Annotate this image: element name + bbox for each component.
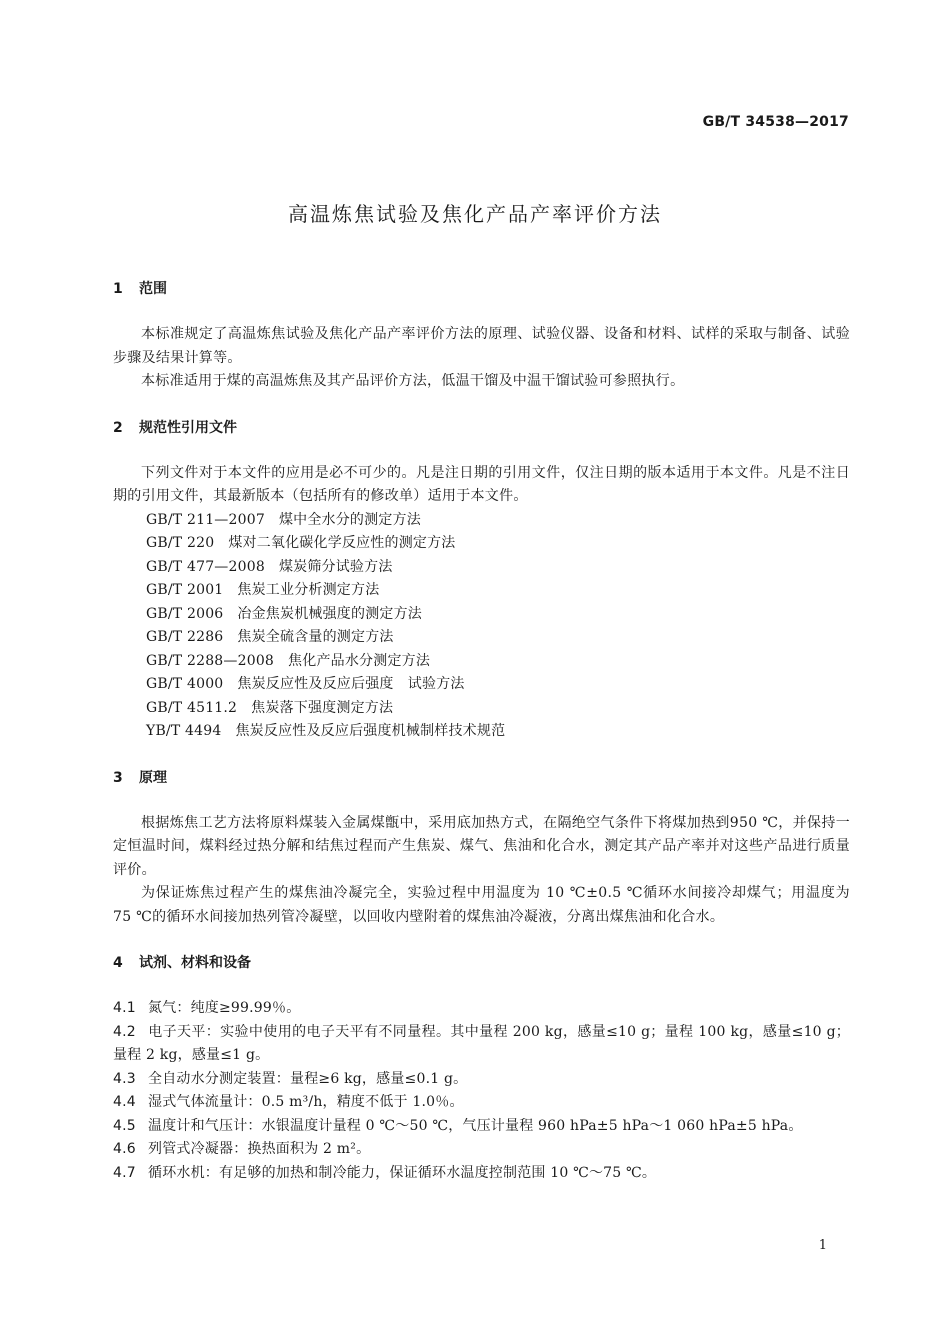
reference-name: 焦炭反应性及反应后强度机械制样技术规范	[235, 723, 506, 739]
paragraph: 为保证炼焦过程产生的煤焦油冷凝完全，实验过程中用温度为 10 ℃±0.5 ℃循环水间接冷却煤气；用温度为 75 ℃的循环水间接加热列管冷凝壁，以回收内壁附着的煤焦油冷凝液，分离出煤焦油和化合水。	[113, 885, 850, 925]
reference-name: 冶金焦炭机械强度的测定方法	[237, 605, 423, 622]
reference-code: GB/T 2286	[146, 629, 224, 645]
item-text: 列管式冷凝器：换热面积为 2 m²。	[148, 1141, 371, 1157]
reference-name: 煤对二氧化碳化学反应性的测定方法	[228, 535, 456, 551]
paragraph: 下列文件对于本文件的应用是必不可少的。凡是注日期的引用文件，仅注日期的版本适用于本文件。凡是不注日期的引用文件，其最新版本（包括所有的修改单）适用于本文件。	[113, 464, 850, 504]
item-text: 湿式气体流量计：0.5 m³/h，精度不低于 1.0％。	[148, 1094, 464, 1110]
document-body	[113, 278, 850, 1185]
reference-item	[113, 603, 850, 627]
reference-name: 煤中全水分的测定方法	[278, 511, 421, 528]
section-3-heading	[113, 767, 850, 790]
paragraph: 本标准适用于煤的高温炼焦及其产品评价方法，低温干馏及中温干馏试验可参照执行。	[141, 373, 685, 389]
reference-item	[113, 650, 850, 674]
item-text: 氮气：纯度≥99.99％。	[148, 1000, 301, 1016]
section-number: 1	[113, 281, 123, 297]
reference-item	[113, 697, 850, 721]
reference-name: 焦化产品水分测定方法	[288, 652, 431, 669]
section-1-heading	[113, 278, 850, 301]
reference-code: GB/T 2006	[146, 605, 224, 622]
equipment-list	[113, 997, 850, 1185]
item-text: 电子天平：实验中使用的电子天平有不同量程。其中量程 200 kg，感量≤10 g；量程 100 kg，感量≤10 g；量程 2 kg，感量≤1 g。	[113, 1023, 850, 1063]
item-number: 4.2	[113, 1023, 136, 1040]
section-number: 3	[113, 769, 123, 786]
reference-item	[113, 626, 850, 650]
list-item	[113, 1115, 850, 1139]
reference-name: 焦炭工业分析测定方法	[237, 582, 380, 598]
reference-item	[113, 509, 850, 533]
item-number: 4.7	[113, 1164, 136, 1181]
section-title: 试剂、材料和设备	[139, 955, 251, 971]
reference-item	[113, 579, 850, 603]
item-number: 4.3	[113, 1070, 136, 1087]
section-number: 4	[113, 955, 123, 971]
reference-item	[113, 720, 850, 744]
item-number: 4.4	[113, 1094, 136, 1110]
reference-item	[113, 556, 850, 580]
reference-code: GB/T 477—2008	[146, 558, 265, 575]
paragraph: 本标准规定了高温炼焦试验及焦化产品产率评价方法的原理、试验仪器、设备和材料、试样的采取与制备、试验步骤及结果计算等。	[113, 326, 850, 366]
section-title: 原理	[139, 769, 167, 786]
list-item	[113, 1068, 850, 1092]
item-number: 4.5	[113, 1117, 136, 1134]
reference-name: 焦炭反应性及反应后强度 试验方法	[237, 676, 465, 692]
list-item	[113, 1138, 850, 1162]
list-item	[113, 1021, 850, 1068]
reference-name: 焦炭落下强度测定方法	[251, 699, 394, 716]
reference-item	[113, 532, 850, 556]
item-text: 循环水机：有足够的加热和制冷能力，保证循环水温度控制范围 10 ℃～75 ℃。	[148, 1164, 657, 1181]
item-number: 4.1	[113, 1000, 136, 1016]
reference-code: GB/T 4511.2	[146, 699, 238, 716]
item-number: 4.6	[113, 1141, 136, 1157]
reference-code: YB/T 4494	[146, 723, 222, 739]
section-title: 范围	[139, 281, 167, 297]
reference-item	[113, 673, 850, 697]
list-item	[113, 1162, 850, 1186]
section-title: 规范性引用文件	[139, 419, 237, 436]
reference-code: GB/T 2288—2008	[146, 652, 275, 669]
item-text: 温度计和气压计：水银温度计量程 0 ℃～50 ℃，气压计量程 960 hPa±5 hPa～1 060 hPa±5 hPa。	[148, 1117, 803, 1134]
section-4-heading	[113, 952, 850, 975]
reference-code: GB/T 4000	[146, 676, 224, 692]
reference-name: 煤炭筛分试验方法	[278, 558, 393, 575]
reference-code: GB/T 220	[146, 535, 215, 551]
standard-code: GB/T 34538—2017	[702, 114, 849, 130]
reference-list	[113, 509, 850, 744]
paragraph: 根据炼焦工艺方法将原料煤装入金属煤甑中，采用底加热方式，在隔绝空气条件下将煤加热到950 ℃，并保持一定恒温时间，煤料经过热分解和结焦过程而产生焦炭、煤气、焦油和化合水，测定其产品产率并对这些产品进行质量评价。	[113, 814, 850, 878]
page-number: 1	[818, 1238, 827, 1253]
reference-code: GB/T 211—2007	[146, 511, 265, 528]
section-number: 2	[113, 419, 123, 436]
list-item	[113, 1091, 850, 1115]
list-item	[113, 997, 850, 1021]
reference-code: GB/T 2001	[146, 582, 224, 598]
section-2-heading	[113, 417, 850, 440]
item-text: 全自动水分测定装置：量程≥6 kg，感量≤0.1 g。	[148, 1070, 468, 1087]
reference-name: 焦炭全硫含量的测定方法	[237, 629, 394, 645]
document-title: 高温炼焦试验及焦化产品产率评价方法	[288, 202, 662, 226]
